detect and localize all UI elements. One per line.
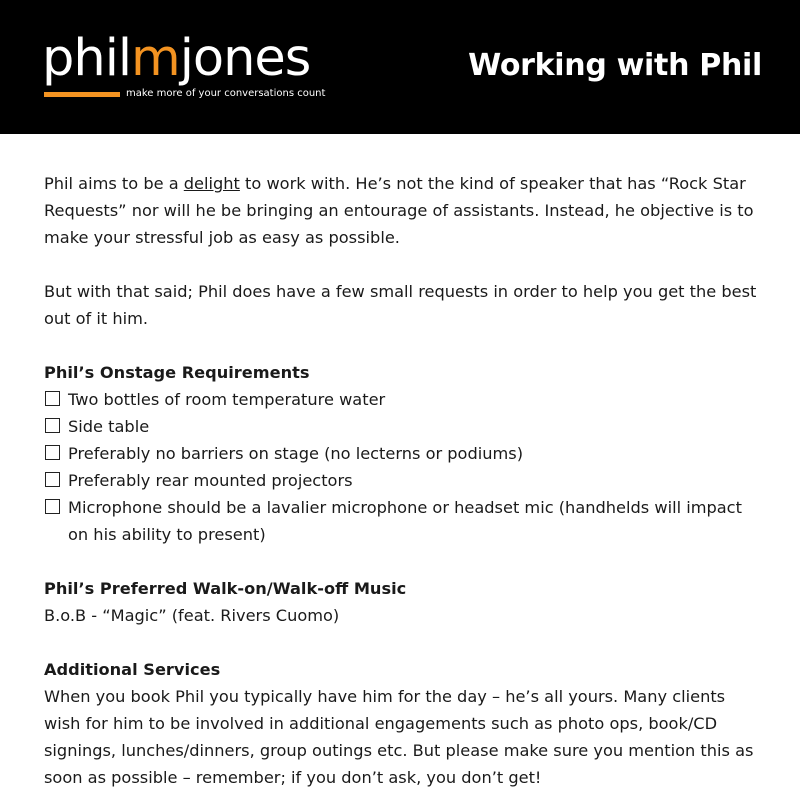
checklist-item-label: Side table [68, 417, 150, 436]
checkbox-icon [45, 499, 60, 514]
header-bar [0, 0, 800, 134]
logo-wordmark [42, 30, 310, 88]
music-heading: Phil’s Preferred Walk-on/Walk-off Music [44, 579, 407, 598]
logo-accent-bar [44, 92, 120, 97]
onstage-section [44, 359, 760, 548]
checkbox-icon [45, 418, 60, 433]
logo-text-jones: jones [179, 29, 311, 88]
logo-text-m: m [131, 29, 180, 88]
intro-paragraph-2: But with that said; Phil does have a few small requests in order to help you get the best out of it him. [44, 282, 757, 328]
checklist-item [44, 413, 760, 440]
page-title: Working with Phil [468, 48, 762, 83]
checklist-item-label: Preferably rear mounted projectors [68, 471, 353, 490]
services-heading: Additional Services [44, 660, 221, 679]
onstage-checklist [44, 386, 760, 548]
checkbox-icon [45, 472, 60, 487]
services-section [44, 656, 760, 791]
intro-p1-after: to work with. He’s not the kind of speaker that has “Rock Star Requests” nor will he be bringing an entourage of assistants. Instead, he objective is to make your stressful job as easy as possible. [44, 174, 754, 247]
document-body [44, 170, 760, 791]
logo-text-phil: phil [42, 29, 132, 88]
checklist-item [44, 386, 760, 413]
intro-p1-before: Phil aims to be a [44, 174, 184, 193]
checklist-item-label: Preferably no barriers on stage (no lecterns or podiums) [68, 444, 524, 463]
music-track: B.o.B - “Magic” (feat. Rivers Cuomo) [44, 606, 340, 625]
checklist-item-label: Two bottles of room temperature water [68, 390, 386, 409]
services-text: When you book Phil you typically have him for the day – he’s all yours. Many clients wish for him to be involved in additional engagements such as photo ops, book/CD signings, lunches/dinners, group outings etc. But please make sure you mention this as soon as possible – remember; if you don’t ask, you don’t get! [44, 687, 754, 787]
checklist-item [44, 494, 760, 548]
onstage-heading: Phil’s Onstage Requirements [44, 363, 310, 382]
checkbox-icon [45, 391, 60, 406]
philmjones-logo [40, 29, 326, 102]
checkbox-icon [45, 445, 60, 460]
checklist-item-label: Microphone should be a lavalier microphone or headset mic (handhelds will impact on his ability to present) [68, 498, 742, 544]
logo-tagline: make more of your conversations count [126, 88, 326, 99]
intro-p1-delight: delight [183, 174, 240, 193]
checklist-item [44, 467, 760, 494]
intro-paragraph-1 [44, 170, 760, 251]
checklist-item [44, 440, 760, 467]
music-section [44, 575, 760, 629]
